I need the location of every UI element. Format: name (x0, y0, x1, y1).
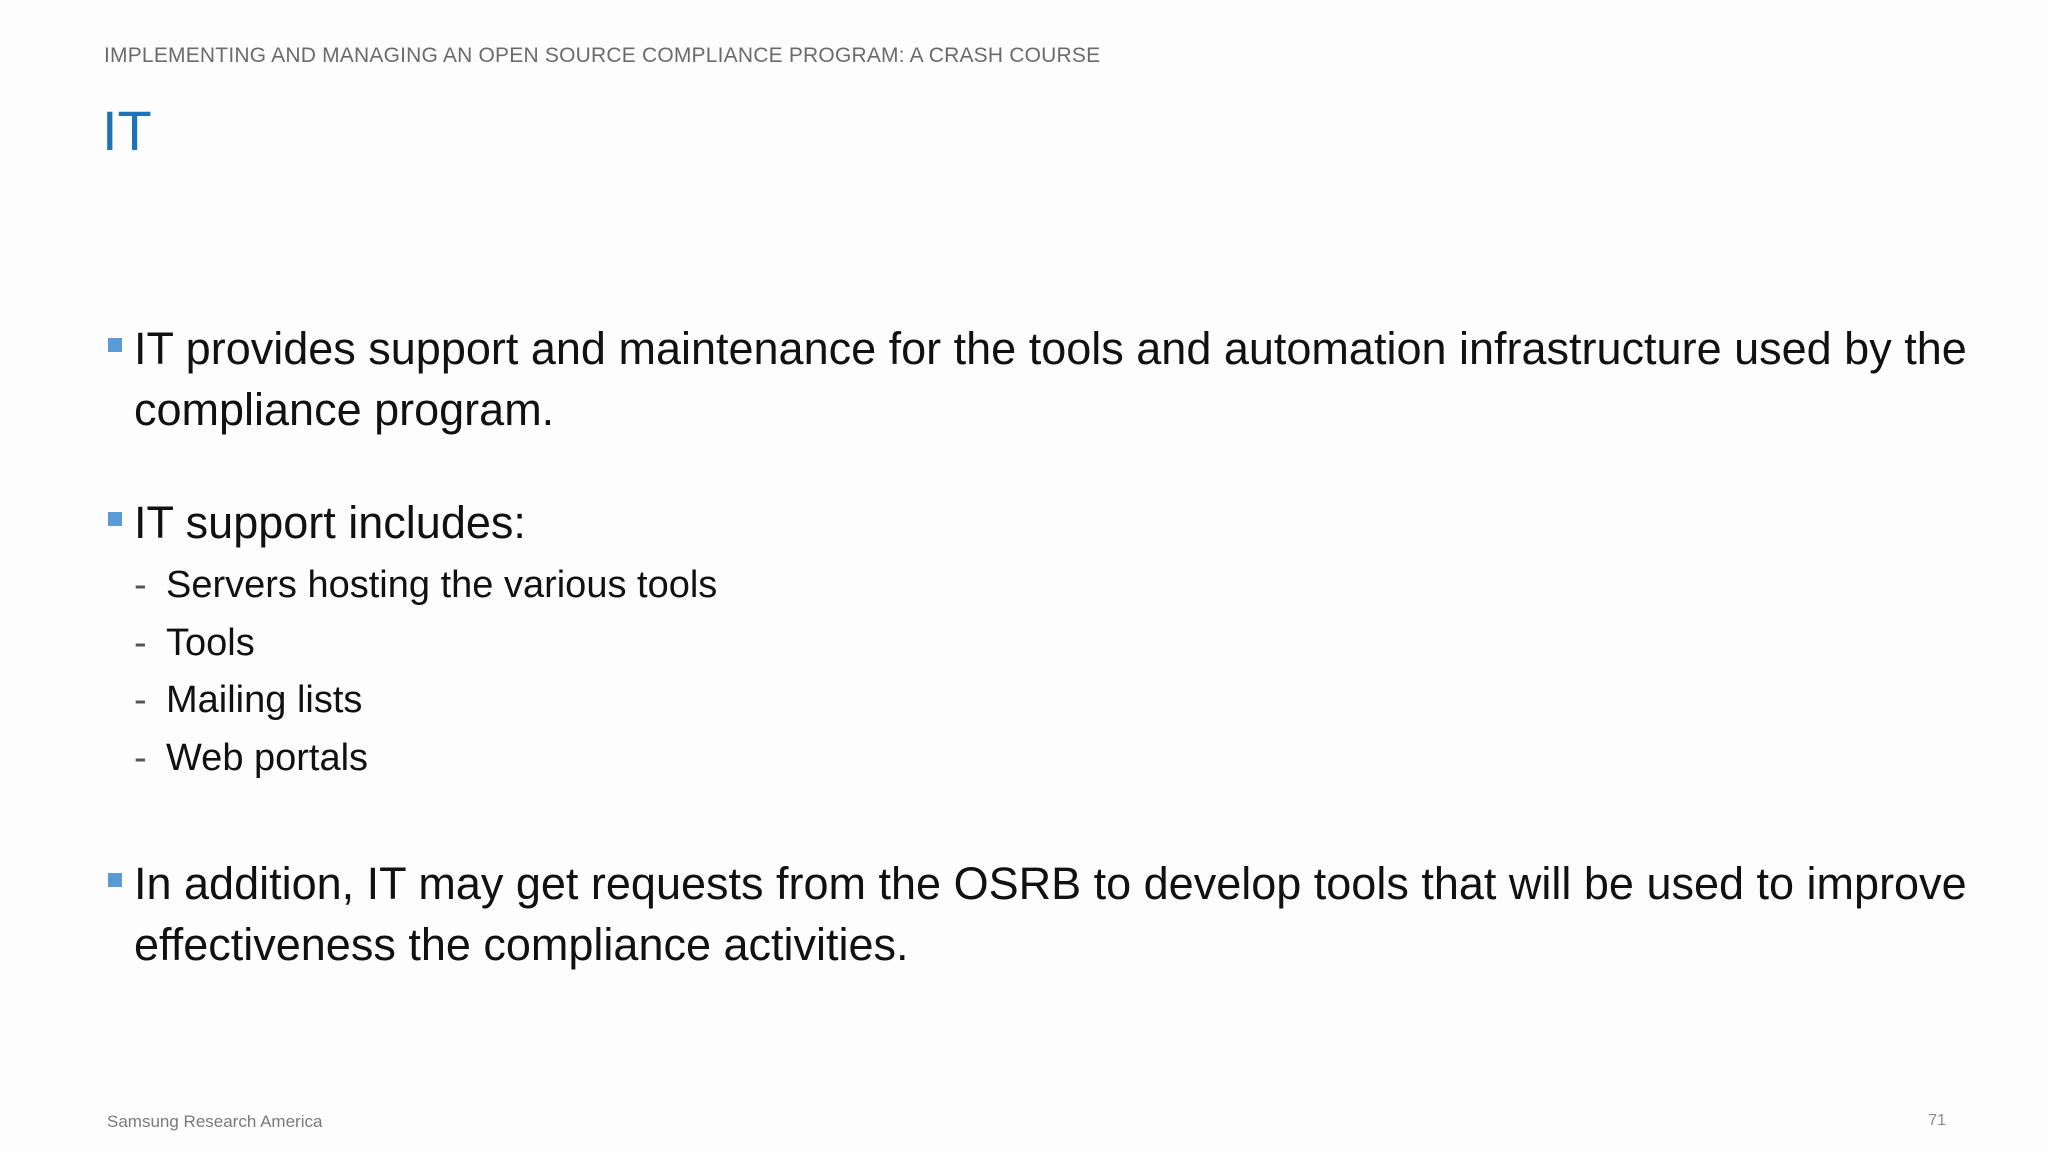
dash-bullet-icon: - (134, 621, 147, 664)
sub-bullet-item (134, 730, 1976, 788)
sub-bullet-item (134, 557, 1976, 615)
sub-bullet-text: Web portals (166, 736, 369, 779)
square-bullet-icon (108, 512, 122, 526)
dash-bullet-icon: - (134, 736, 147, 779)
bullet-item (106, 492, 1976, 553)
slide-title: IT (102, 99, 152, 162)
sub-bullet-item (134, 615, 1976, 673)
sub-bullet-list (134, 557, 1976, 787)
slide-content (106, 318, 1976, 975)
sub-bullet-text: Tools (166, 621, 255, 664)
square-bullet-icon (108, 873, 122, 887)
square-bullet-icon (108, 338, 122, 352)
dash-bullet-icon: - (134, 564, 147, 606)
footer-organization: Samsung Research America (107, 1112, 323, 1131)
sub-bullet-text: Mailing lists (166, 679, 363, 721)
bullet-item (106, 318, 1976, 440)
page-number: 71 (1928, 1112, 1946, 1129)
bullet-text: In addition, IT may get requests from the OSRB to develop tools that will be used to improve effectiveness the compliance activities. (134, 858, 1967, 970)
course-header: IMPLEMENTING AND MANAGING AN OPEN SOURCE COMPLIANCE PROGRAM: A CRASH COURSE (104, 44, 1101, 67)
bullet-text: IT support includes: (134, 497, 526, 548)
sub-bullet-item (134, 672, 1976, 730)
sub-bullet-text: Servers hosting the various tools (166, 564, 718, 606)
dash-bullet-icon: - (134, 679, 147, 721)
bullet-text: IT provides support and maintenance for the tools and automation infrastructure used by the compliance program. (134, 323, 1967, 435)
bullet-item (106, 853, 1976, 975)
